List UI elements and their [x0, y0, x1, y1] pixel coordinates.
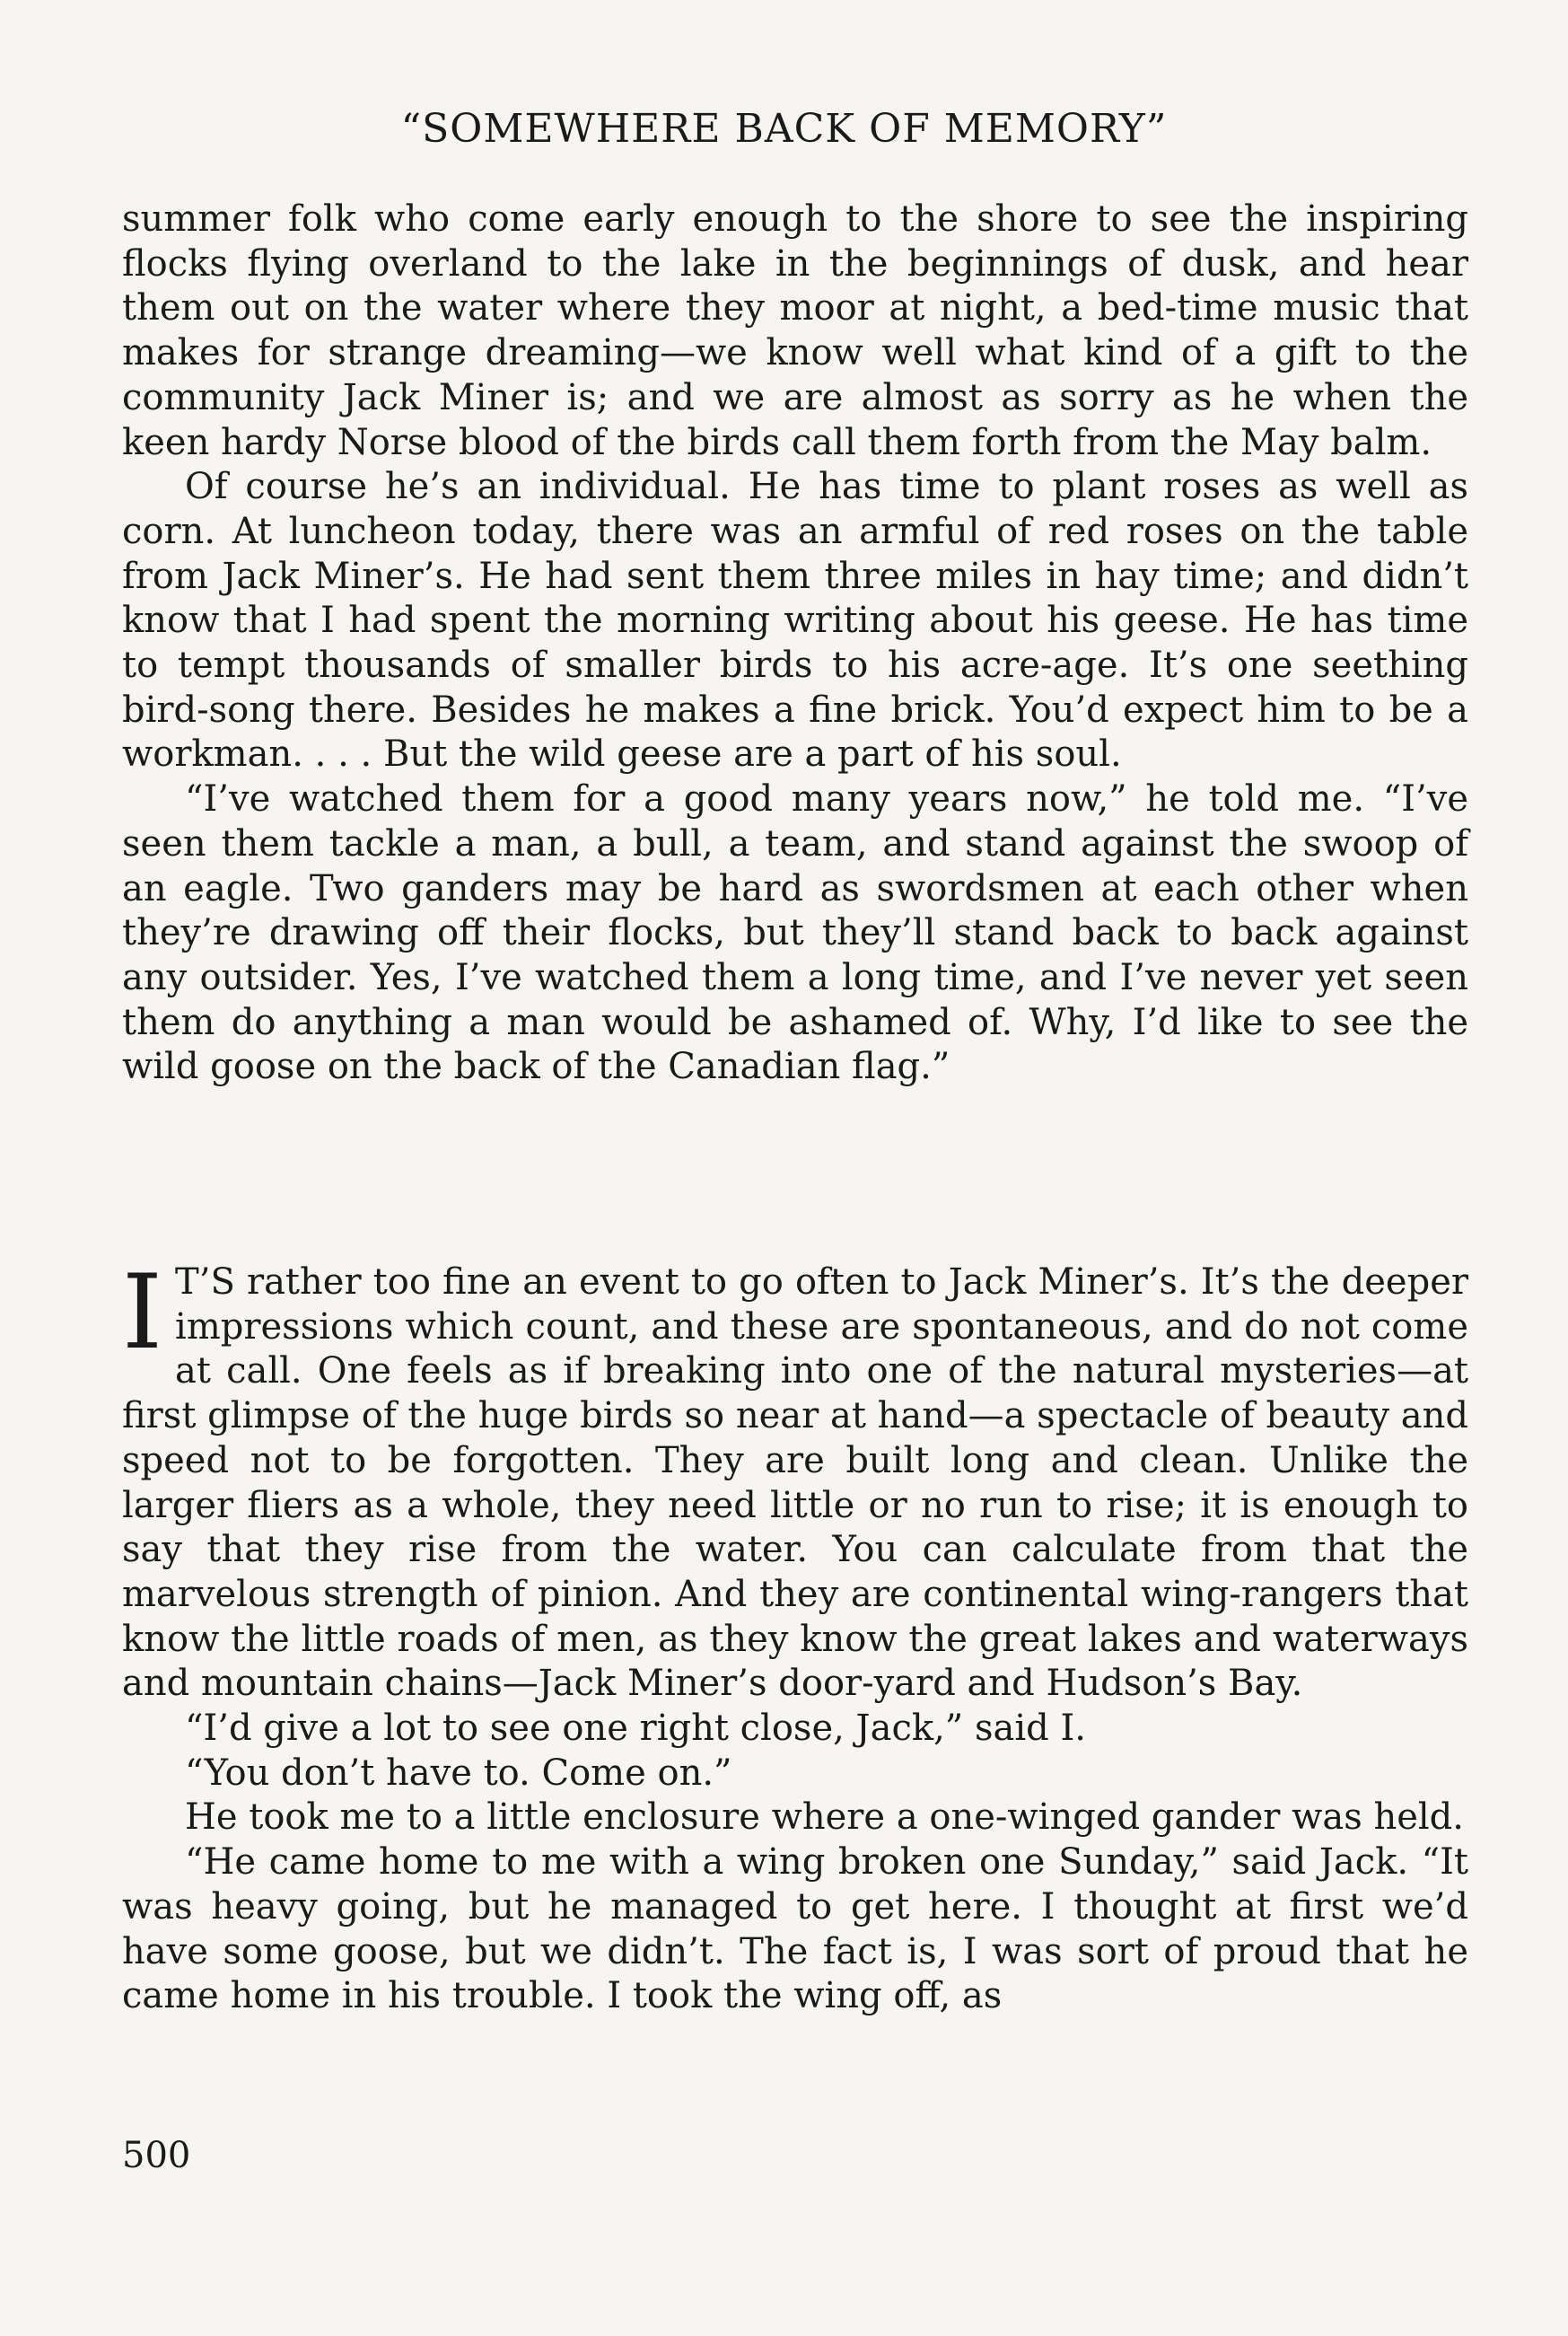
- opening-text: T’S rather too fine an event to go often to Jack Miner’s. It’s the deeper impressions which count, and these are spontaneous, and do not come at call. One feels as if breaking into one of the natural mysteries—at first glimpse of the huge birds so near at hand—a spectacle of beauty and speed not to be forgotten. They are built long and clean. Unlike the larger fliers as a whole, they need little or no run to rise; it is enough to say that they rise from the water. You can calculate from that the marvelous strength of pinion. And they are continental wing-rangers that know the little roads of men, as they know the great lakes and waterways and mountain chains—Jack Miner’s door-yard and Hudson’s Bay.: [122, 1261, 1468, 1705]
- paragraph: He took me to a little enclosure where a one-winged gander was held.: [185, 1796, 1464, 1839]
- page-number: 500: [122, 2135, 191, 2176]
- text-block-2: [122, 1252, 1468, 2019]
- paragraph: “You don’t have to. Come on.”: [185, 1752, 732, 1794]
- section-opening-paragraph: [122, 1252, 1468, 1707]
- text-block-1: [122, 198, 1468, 1090]
- paragraph: “I’d give a lot to see one right close, Jack,” said I.: [185, 1708, 1086, 1750]
- drop-cap: I: [122, 1252, 163, 1372]
- paragraph: summer folk who come early enough to the shore to see the inspiring flocks flying overland to the lake in the beginnings of dusk, and hear them out on the water where they moor at night, a bed-time music that makes for strange dreaming—we know well what kind of a gift to the community Jack Miner is; and we are almost as sorry as he when the keen hardy Norse blood of the birds call them forth from the May balm.: [122, 198, 1468, 463]
- paragraph: Of course he’s an individual. He has time to plant roses as well as corn. At luncheon today, there was an armful of red roses on the table from Jack Miner’s. He had sent them three miles in hay time; and didn’t know that I had spent the morning writing about his geese. He has time to tempt thousands of smaller birds to his acre-age. It’s one seething bird-song there. Besides he makes a fine brick. You’d expect him to be a workman. . . . But the wild geese are a part of his soul.: [122, 466, 1468, 776]
- paragraph: “He came home to me with a wing broken one Sunday,” said Jack. “It was heavy going, but he managed to get here. I thought at first we’d have some goose, but we didn’t. The fact is, I was sort of proud that he came home in his trouble. I took the wing off, as: [122, 1841, 1468, 2017]
- paragraph: “I’ve watched them for a good many years now,” he told me. “I’ve seen them tackle a man, a bull, a team, and stand against the swoop of an eagle. Two ganders may be hard as swordsmen at each other when they’re drawing off their flocks, but they’ll stand back to back against any outsider. Yes, I’ve watched them a long time, and I’ve never yet seen them do anything a man would be ashamed of. Why, I’d like to see the wild goose on the back of the Canadian flag.”: [122, 778, 1468, 1088]
- running-title: “SOMEWHERE BACK OF MEMORY”: [400, 106, 1168, 152]
